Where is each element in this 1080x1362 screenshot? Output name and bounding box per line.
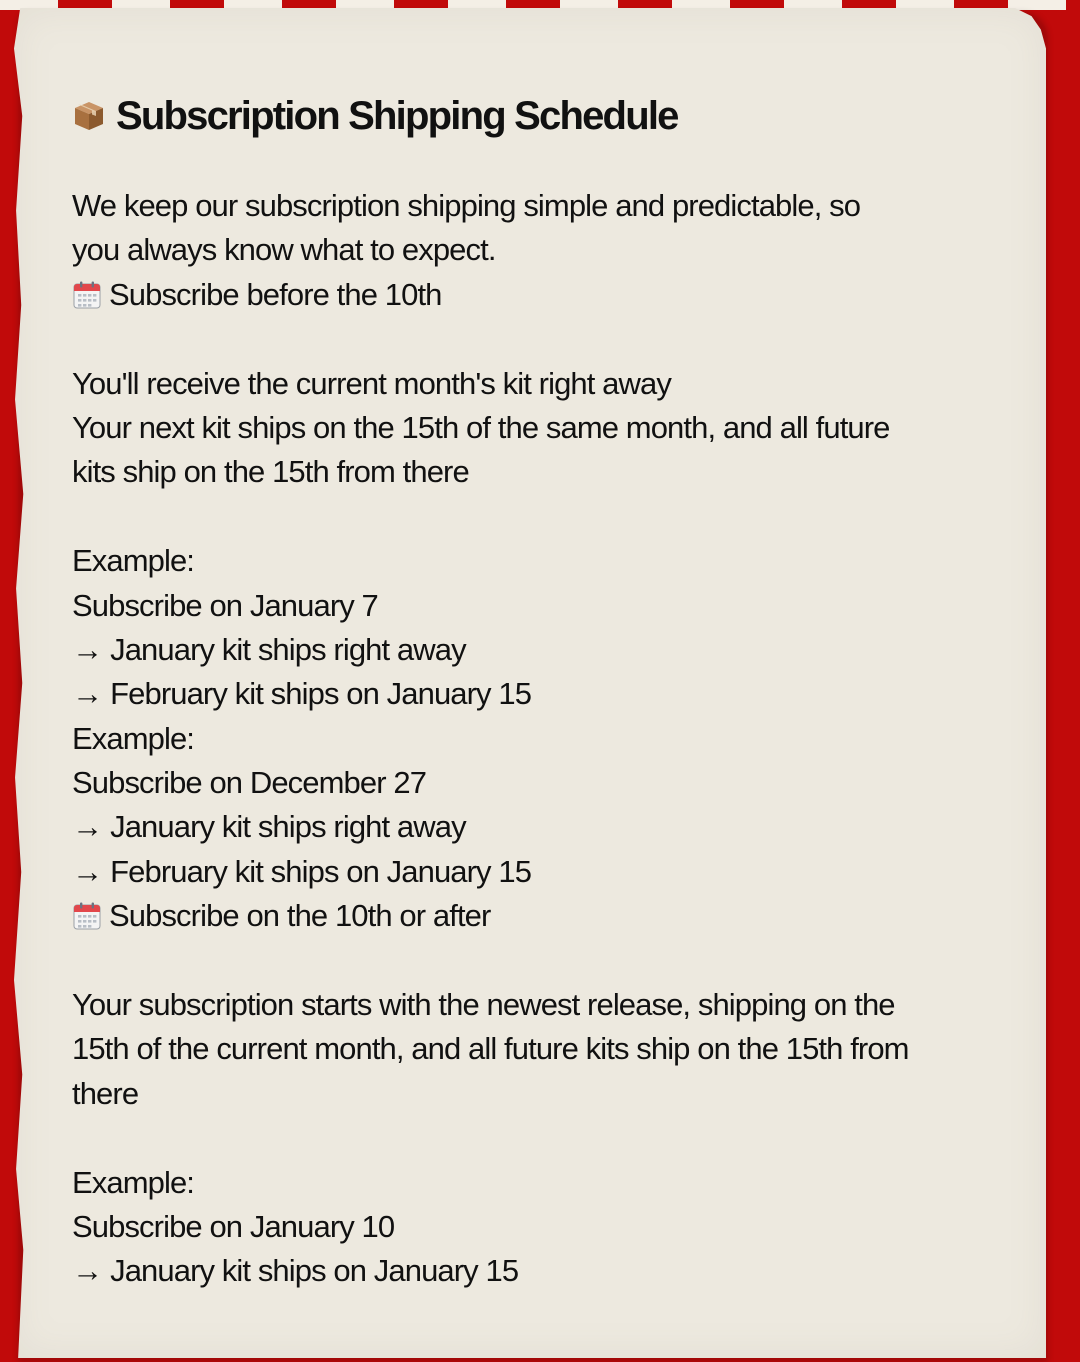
example-result-text: January kit ships on January 15 <box>110 1253 519 1289</box>
example-subscribe-date: Subscribe on January 10 <box>72 1208 395 1244</box>
arrow-icon: → <box>72 853 103 889</box>
example-label: Example: <box>72 543 195 579</box>
example-result-text: February kit ships on January 15 <box>110 853 532 889</box>
example-label: Example: <box>72 1164 195 1200</box>
calendar-icon <box>72 901 102 931</box>
section-heading-before-10th <box>72 273 992 317</box>
example-result <box>72 628 992 672</box>
intro-line-2: you always know what to expect. <box>72 232 496 268</box>
body-line: there <box>72 1075 139 1111</box>
example-result <box>72 805 992 849</box>
body-line: Your next kit ships on the 15th of the same month, and all future <box>72 409 890 445</box>
section-heading-after-10th <box>72 894 992 938</box>
example-subscribe-date: Subscribe on December 27 <box>72 765 427 801</box>
example-result <box>72 672 992 716</box>
body-line: 15th of the current month, and all future kits ship on the 15th from <box>72 1031 909 1067</box>
package-icon <box>72 99 106 133</box>
arrow-icon: → <box>72 809 103 845</box>
example-result-text: February kit ships on January 15 <box>110 676 532 712</box>
section-heading-text: Subscribe on the 10th or after <box>109 898 491 934</box>
spacer <box>72 1116 992 1160</box>
spacer <box>72 939 992 983</box>
title-row <box>72 92 992 140</box>
body-line: You'll receive the current month's kit right away <box>72 365 671 401</box>
section-heading-text: Subscribe before the 10th <box>109 276 442 312</box>
schedule-content <box>72 92 992 1294</box>
example-result-text: January kit ships right away <box>110 809 466 845</box>
arrow-icon: → <box>72 631 103 667</box>
example-label: Example: <box>72 720 195 756</box>
body-line: kits ship on the 15th from there <box>72 454 469 490</box>
example-subscribe-date: Subscribe on January 7 <box>72 587 378 623</box>
example-result-text: January kit ships right away <box>110 631 466 667</box>
arrow-icon: → <box>72 1253 103 1289</box>
spacer <box>72 495 992 539</box>
body-line: Your subscription starts with the newest release, shipping on the <box>72 987 895 1023</box>
calendar-icon <box>72 280 102 310</box>
spacer <box>72 317 992 361</box>
example-result <box>72 850 992 894</box>
example-result <box>72 1249 992 1293</box>
page-title: Subscription Shipping Schedule <box>116 94 678 138</box>
arrow-icon: → <box>72 676 103 712</box>
intro-line-1: We keep our subscription shipping simple and predictable, so <box>72 188 861 223</box>
